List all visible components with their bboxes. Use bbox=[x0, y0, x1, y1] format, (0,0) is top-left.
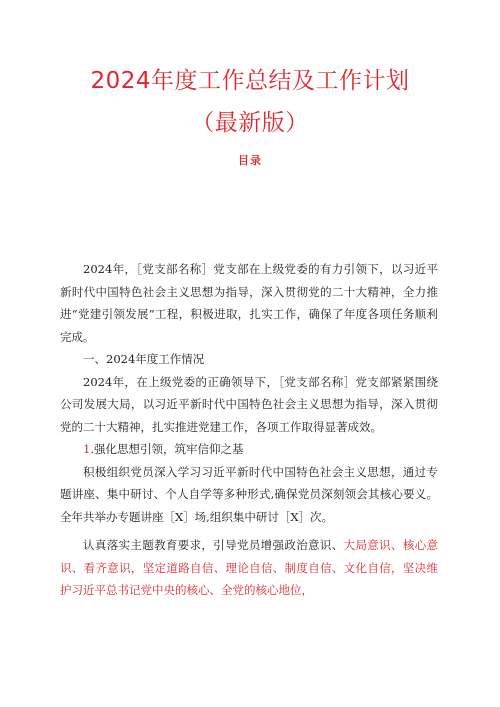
document-body bbox=[60, 258, 438, 602]
document-subtitle: （最新版） bbox=[191, 110, 309, 136]
subsection-number: 1 bbox=[83, 442, 91, 456]
toc-link[interactable]: 目录 bbox=[238, 154, 262, 167]
section-heading: 一、2024年度工作情况 bbox=[83, 352, 205, 366]
intro-paragraph: 2024年，［党支部名称］党支部在上级党委的有力引领下，以习近平新时代中国特色社会主义思想为指导，深入贯彻党的二十大精神，全力推进“党建引领发展”工程，积极进取，扎实工作，确保了年度各项任务顺利完成。 bbox=[60, 262, 438, 344]
subsection-heading bbox=[60, 438, 438, 461]
document-title: 2024年度工作总结及工作计划 bbox=[90, 68, 410, 94]
study-paragraph: 积极组织党员深入学习习近平新时代中国特色社会主义思想，通过专题讲座、集中研讨、个人自学等多种形式,确保党员深刻领会其核心要义。全年共举办专题讲座［X］场,组织集中研讨［X］次。 bbox=[60, 464, 438, 524]
subsection-title: .强化思想引领，筑牢信仰之基 bbox=[90, 442, 244, 456]
education-highlight: 大局意识、核心意识、看齐意识，坚定道路自信、理论自信、制度自信、文化自信，坚决维护习近平总书记党中央的核心、全党的核心地位， bbox=[60, 538, 439, 597]
education-text: 认真落实主题教育要求，引导党员增强政治意识、 bbox=[83, 538, 344, 552]
section-paragraph: 2024年，在上级党委的正确领导下，［党支部名称］党支部紧紧围绕公司发展大局，以习近平新时代中国特色社会主义思想为指导，深入贯彻党的二十大精神，扎实推进党建工作，各项工作取得显著成效。 bbox=[60, 374, 438, 434]
education-paragraph bbox=[60, 534, 438, 602]
